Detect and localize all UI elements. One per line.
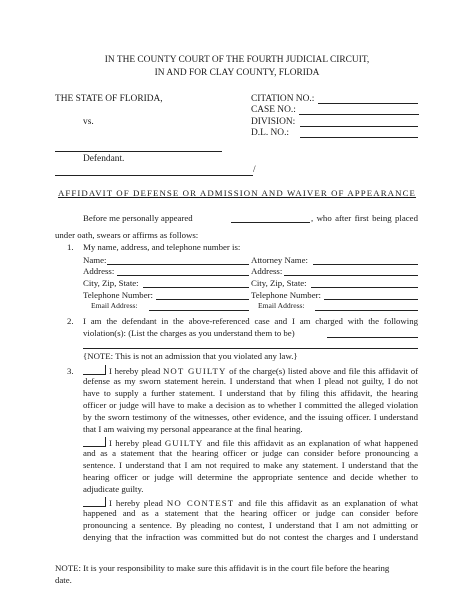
attorney-phone-label: Telephone Number: — [251, 290, 321, 300]
no-contest-first-line — [83, 497, 418, 508]
citation-number-label: CITATION NO.: — [251, 94, 315, 104]
footer-note-line1: NOTE: It is your responsibility to make sure this affidavit is in the court file before the hearing — [55, 563, 390, 573]
item2-number: 2. — [67, 316, 74, 326]
dl-number-label: D.L. NO.: — [251, 128, 290, 138]
attorney-city-input[interactable] — [311, 287, 418, 288]
item2-line2: violation(s): (List the charges as you understand them to be) — [83, 328, 295, 338]
no-contest-line1: and file this affidavit as an explanation of what — [238, 498, 419, 508]
dl-number-field[interactable] — [300, 137, 418, 138]
no-contest-lead: I hereby plead — [109, 498, 163, 508]
intro-text-end: , who after first being placed — [311, 213, 418, 223]
not-guilty-checkbox[interactable] — [83, 365, 106, 375]
defendant-phone-label: Telephone Number: — [83, 290, 153, 300]
attorney-address-input[interactable] — [284, 275, 418, 276]
footer-note-line2: date. — [55, 575, 72, 585]
attorney-name-input[interactable] — [313, 264, 418, 265]
attorney-address-label: Address: — [251, 266, 283, 276]
not-guilty-plea: NOT GUILTY — [162, 366, 227, 376]
not-guilty-line5: by the sworn testimony of the witnesses, other evidence, and the issuing officer. I understand — [83, 412, 418, 422]
affiant-name-field[interactable] — [231, 222, 310, 223]
defendant-city-input[interactable] — [143, 287, 249, 288]
guilty-first-line — [83, 437, 418, 448]
not-guilty-line4: officer or judge will have to make a decision as to whether I committed the alleged violation — [83, 400, 418, 410]
affidavit-title: AFFIDAVIT OF DEFENSE OR ADMISSION AND WAIVER OF APPEARANCE — [57, 188, 417, 198]
item2-note: {NOTE: This is not an admission that you violated any law.} — [83, 351, 298, 361]
not-guilty-line2: defense as my sworn statement herein. I understand that when I plead not guilty, I do not — [83, 376, 418, 386]
case-number-label: CASE NO.: — [251, 105, 296, 115]
not-guilty-line6: that I am waiving my personal appearance at the final hearing. — [83, 424, 303, 434]
intro-text-start: Before me personally appeared — [83, 213, 193, 223]
defendant-label: Defendant. — [83, 154, 125, 164]
not-guilty-lead: I hereby plead — [109, 366, 161, 376]
defendant-name-input[interactable] — [107, 264, 249, 265]
item1-text: My name, address, and telephone number is: — [83, 242, 241, 252]
attorney-email-label: Email Address: — [258, 301, 305, 310]
defendant-name-line[interactable] — [55, 151, 222, 152]
no-contest-line2: happened and as a statement that the hearing officer or judge can consider before — [83, 508, 418, 518]
defendant-email-label: Email Address: — [91, 301, 138, 310]
defendant-address-input[interactable] — [117, 275, 249, 276]
division-field[interactable] — [300, 126, 418, 127]
guilty-line5: adjudicate guilty. — [83, 484, 144, 494]
division-label: DIVISION: — [251, 117, 296, 127]
plaintiff-name: THE STATE OF FLORIDA, — [55, 94, 163, 104]
guilty-line4: hearing officer or judge will determine the appropriate sentence and decide whether to — [83, 472, 418, 482]
guilty-line1: and file this affidavit as an explanation of what happened — [206, 438, 419, 448]
attorney-email-input[interactable] — [315, 310, 418, 311]
not-guilty-line1: of the charge(s) listed above and file this affidavit of — [229, 366, 419, 376]
no-contest-checkbox[interactable] — [83, 497, 106, 507]
defendant-city-label: City, Zip, State: — [83, 278, 139, 288]
guilty-checkbox[interactable] — [83, 437, 106, 447]
defendant-address-label: Address: — [83, 266, 115, 276]
case-number-field[interactable] — [299, 114, 419, 115]
item2-line1: I am the defendant in the above-referenced case and I am charged with the following — [83, 316, 418, 326]
item1-number: 1. — [67, 242, 74, 252]
defendant-phone-input[interactable] — [156, 299, 249, 300]
citation-number-field[interactable] — [318, 103, 418, 104]
guilty-plea: GUILTY — [164, 438, 204, 448]
no-contest-line3: pronouncing a sentence. By pleading no contest, I understand that I am not admitting or — [83, 520, 418, 530]
attorney-name-label: Attorney Name: — [251, 255, 308, 265]
intro-text-line2: under oath, swears or affirms as follows: — [55, 230, 199, 240]
versus-label: vs. — [83, 117, 94, 127]
court-heading-line2: IN AND FOR CLAY COUNTY, FLORIDA — [154, 68, 320, 78]
no-contest-plea: NO CONTEST — [166, 498, 235, 508]
defendant-name-label: Name: — [83, 255, 107, 265]
not-guilty-line3: have to supply a further statement. I understand that by filing this affidavit, the hearing — [83, 388, 418, 398]
guilty-line2: and as a statement that the hearing officer or judge can consider before pronouncing a — [83, 448, 418, 458]
defendant-email-input[interactable] — [149, 310, 249, 311]
no-contest-line4: denying that the infraction was committed but do not contest the charges and I understand — [83, 532, 418, 542]
not-guilty-first-line — [83, 365, 418, 376]
guilty-lead: I hereby plead — [109, 438, 162, 448]
attorney-phone-input[interactable] — [324, 299, 418, 300]
charges-field-line2[interactable] — [83, 348, 418, 349]
caption-bottom-line — [55, 175, 253, 176]
charges-field-line1[interactable] — [327, 337, 418, 338]
item3-number: 3. — [67, 366, 74, 376]
guilty-line3: sentence. I understand that I am not required to make any statement. I understand that the — [83, 460, 418, 470]
court-heading-line1: IN THE COUNTY COURT OF THE FOURTH JUDICIAL CIRCUIT, — [104, 55, 370, 65]
attorney-city-label: City, Zip, State: — [251, 278, 307, 288]
caption-slash: / — [253, 165, 256, 175]
